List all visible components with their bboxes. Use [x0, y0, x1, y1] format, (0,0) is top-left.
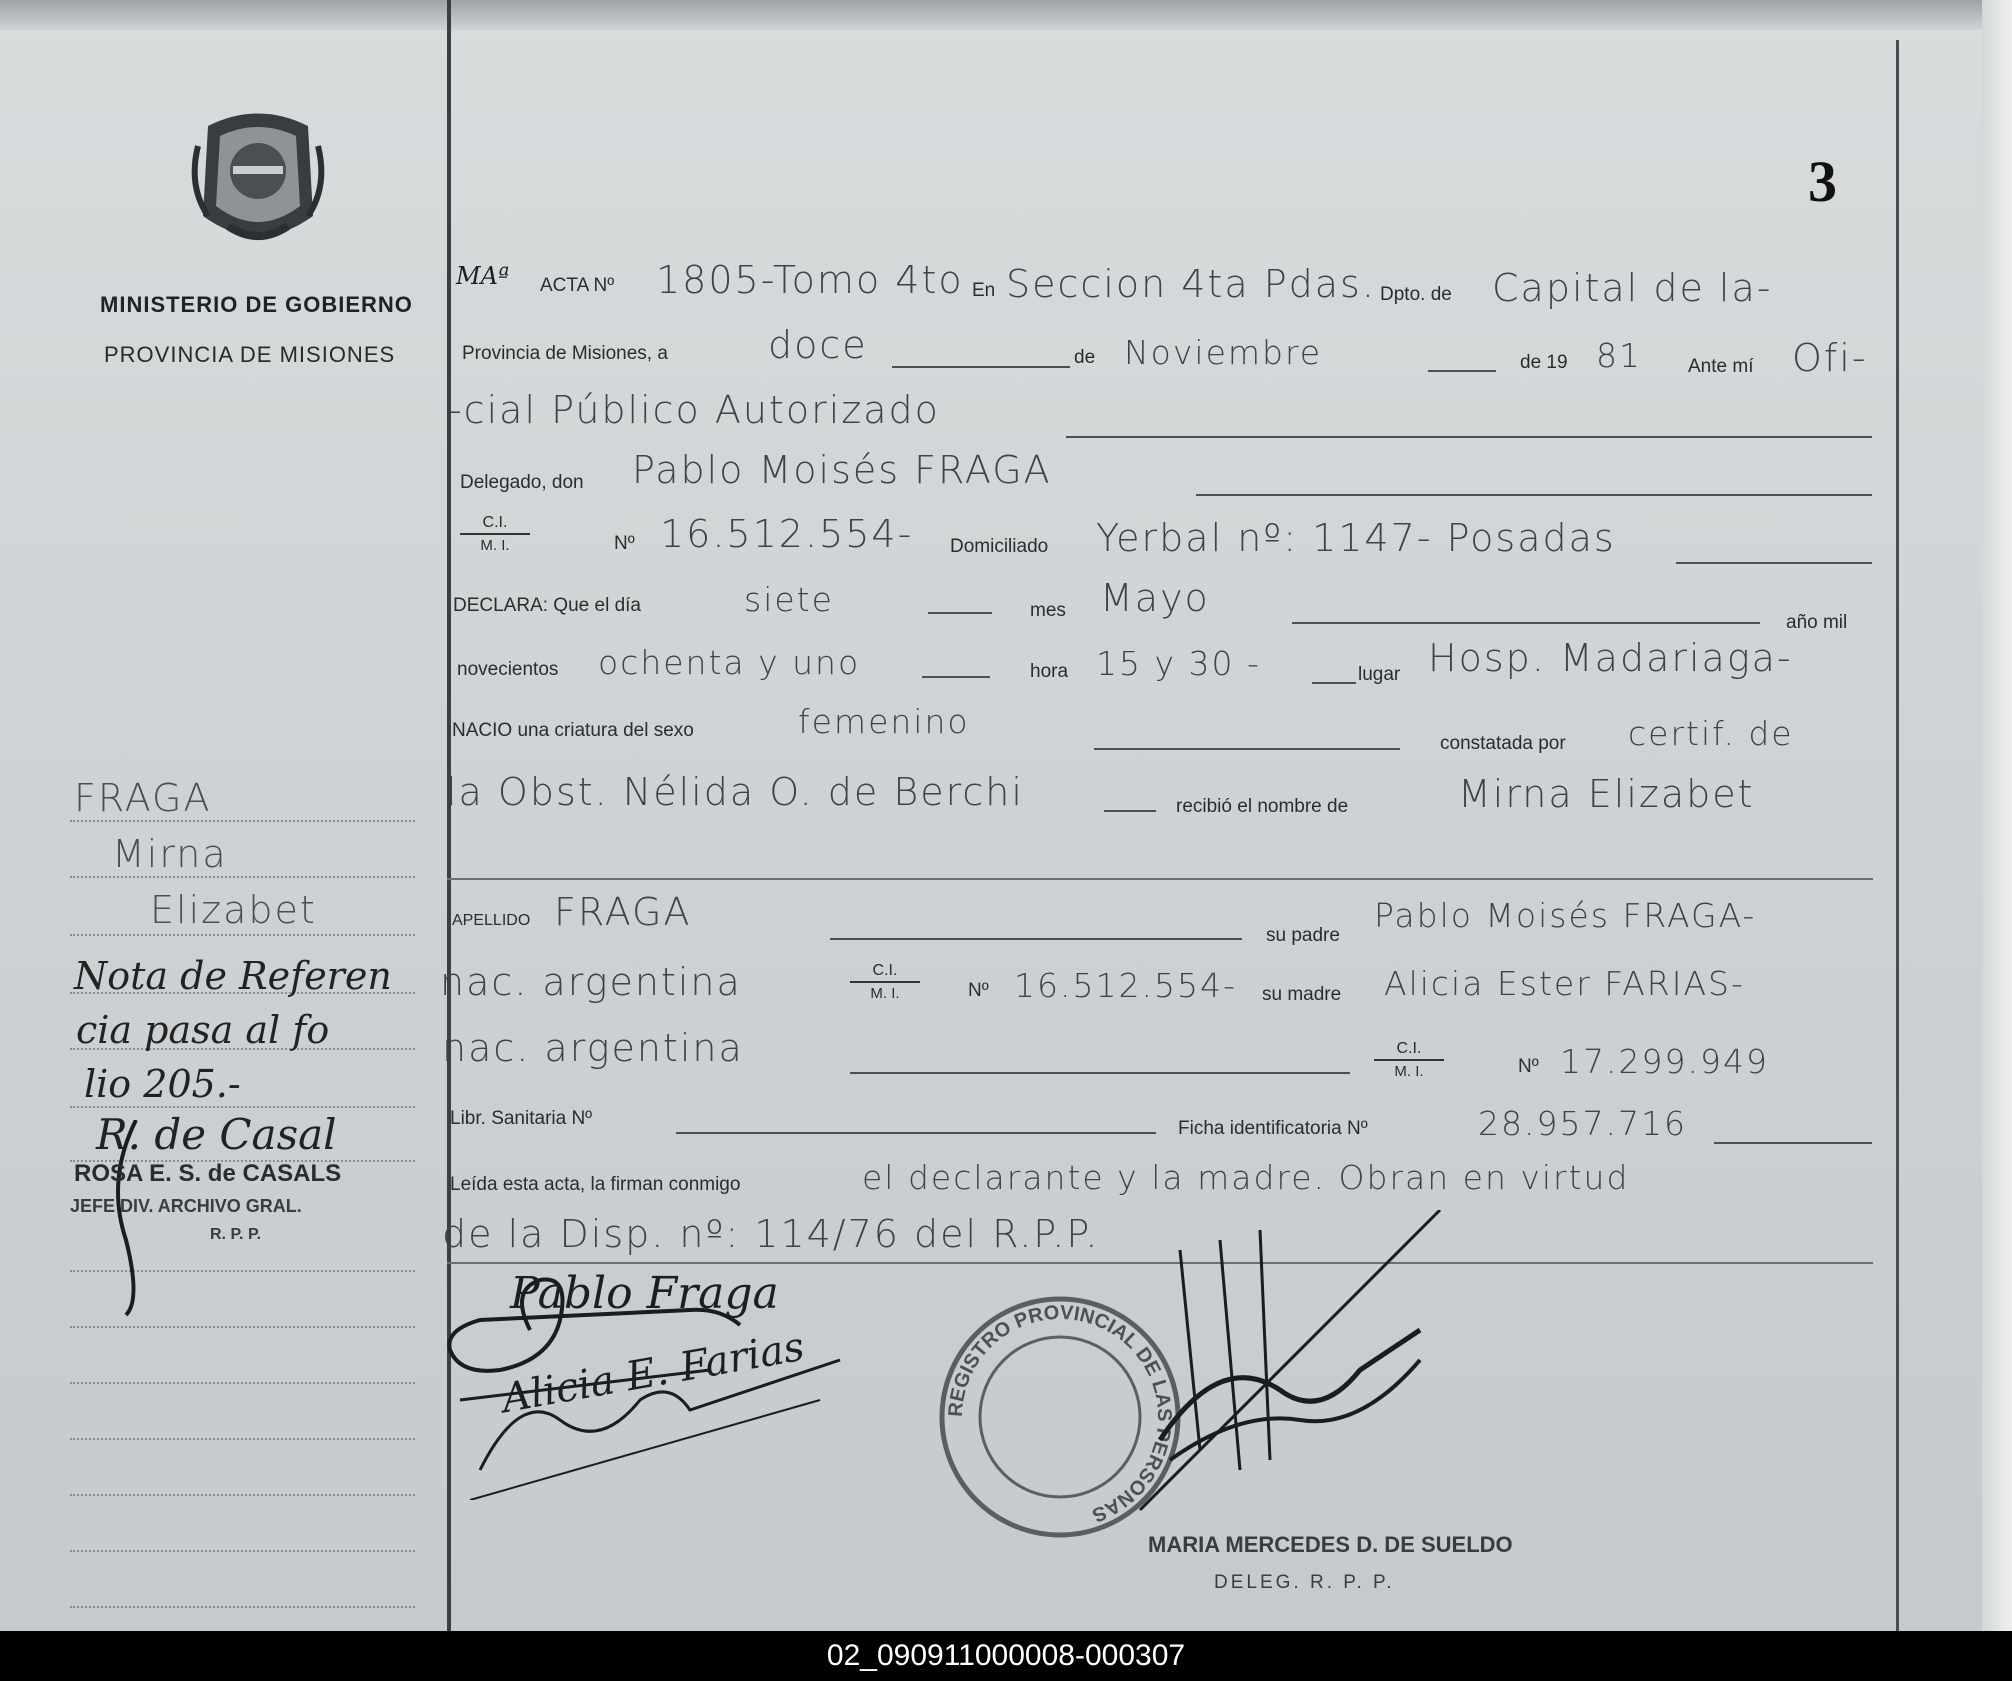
fill-line [1428, 370, 1496, 372]
entry-dia-letras: doce [768, 323, 868, 367]
image-id-caption: 02_090911000008-000307 [0, 1631, 2012, 1681]
declarante-signature-text: Pablo Fraga [510, 1268, 779, 1319]
madre-signature-text: Alicia E. Farias [498, 1323, 808, 1423]
entry-madre-dni: 17.299.949 [1560, 1042, 1769, 1081]
ci-fraction-2: $\frac{C.I.}{M. I.}$ [850, 962, 920, 1002]
page-number: 3 [1808, 149, 1837, 214]
label-no-madre: Nº [1518, 1056, 1539, 1077]
margin-nota-3: lio 205.- [84, 1062, 241, 1106]
margin-stamp-name: ROSA E. S. de CASALS [74, 1160, 342, 1187]
fill-line [1066, 436, 1872, 438]
fill-line [1104, 810, 1156, 812]
ci-fraction-1: $\frac{C.I.}{M. I.}$ [460, 514, 530, 554]
margin-nota-1: Nota de Referen [74, 954, 392, 998]
label-su-padre: su padre [1266, 925, 1340, 946]
fill-line [676, 1132, 1156, 1134]
margin-line [70, 1606, 415, 1608]
label-recibio: recibió el nombre de [1176, 796, 1349, 817]
svg-text:REGISTRO PROVINCIAL DE LAS PER: REGISTRO PROVINCIAL DE LAS PERSONAS [944, 1301, 1176, 1527]
entry-ano: 81 [1596, 336, 1642, 375]
fill-line [1292, 622, 1760, 624]
entry-sexo: femenino [798, 702, 970, 741]
official-signature-icon [1120, 1210, 1450, 1540]
entry-hora: 15 y 30 - [1096, 644, 1261, 683]
entry-mes-nac: Mayo [1100, 576, 1210, 620]
fill-line [1196, 494, 1872, 496]
entry-padre: Pablo Moisés FRAGA- [1374, 896, 1757, 935]
fill-line [830, 938, 1242, 940]
label-delegado: Delegado, don [460, 472, 584, 493]
margin-apellido: FRAGA [74, 776, 212, 820]
margin-firma: R. de Casal [96, 1110, 337, 1159]
page-right-edge [1982, 0, 2012, 1631]
margin-line [70, 934, 415, 936]
entry-padre-nac: nac. argentina [440, 960, 742, 1004]
label-de: de [1074, 347, 1096, 368]
margin-nota-2: cia pasa al fo [76, 1008, 330, 1052]
label-nacio: NACIO una criatura del sexo [452, 720, 694, 741]
entry-ficha: 28.957.716 [1478, 1104, 1687, 1143]
entry-oficial-2: -cial Público Autorizado [448, 388, 940, 432]
right-margin-rule [1896, 40, 1899, 1631]
entry-delegado: Pablo Moisés FRAGA [632, 448, 1052, 492]
margin-line [70, 1550, 415, 1552]
margin-line [70, 1326, 415, 1328]
entry-nombre: Mirna Elizabet [1458, 772, 1755, 816]
label-dpto: Dpto. de [1380, 284, 1452, 305]
margin-line [70, 1494, 415, 1496]
entry-apellido: FRAGA [554, 890, 692, 934]
label-ante-mi: Ante mí [1688, 356, 1754, 377]
ministry-title: MINISTERIO DE GOBIERNO [100, 292, 413, 317]
label-declara: DECLARA: Que el día [453, 595, 641, 616]
province-title: PROVINCIA DE MISIONES [104, 342, 396, 367]
label-lugar: lugar [1358, 664, 1401, 685]
entry-padre-dni: 16.512.554- [1014, 966, 1237, 1005]
label-su-madre: su madre [1262, 984, 1342, 1005]
entry-mes-acta: Noviembre [1124, 333, 1323, 372]
entry-dia-nac: siete [744, 580, 834, 619]
label-leida: Leída esta acta, la firman conmigo [450, 1174, 741, 1195]
fill-line [1676, 562, 1872, 564]
margin-line [70, 1382, 415, 1384]
label-ficha: Ficha identificatoria Nº [1178, 1118, 1368, 1139]
entry-madre-nac: nac. argentina [442, 1026, 744, 1070]
margin-signature-stroke-icon [96, 1120, 156, 1320]
entry-firman-1: el declarante y la madre. Obran en virtud [862, 1158, 1630, 1197]
fill-line [1094, 748, 1400, 750]
entry-constatada-1: certif. de [1628, 714, 1794, 753]
label-novecientos: novecientos [457, 659, 559, 680]
entry-delegado-dni: 16.512.554- [660, 512, 914, 556]
entry-madre: Alicia Ester FARIAS- [1384, 964, 1745, 1003]
fill-line [892, 366, 1070, 368]
entry-oficial-1: Ofi- [1792, 336, 1868, 380]
entry-ano-nac: ochenta y uno [598, 643, 861, 682]
fill-line [922, 676, 990, 678]
province-crest-icon [188, 106, 328, 256]
official-name: MARIA MERCEDES D. DE SUELDO [1148, 1532, 1513, 1557]
label-provincia-a: Provincia de Misiones, a [462, 343, 668, 364]
fill-line [1312, 682, 1356, 684]
margin-stamp-org: R. P. P. [210, 1226, 261, 1243]
label-de-19: de 19 [1520, 352, 1568, 373]
official-role: DELEG. R. P. P. [1214, 1572, 1395, 1593]
label-no: Nº [614, 533, 635, 554]
label-acta: ACTA Nº [540, 275, 615, 296]
margin-nombre-1: Mirna [112, 832, 228, 876]
margin-line [70, 1106, 415, 1108]
entry-constatada-2: la Obst. Nélida O. de Berchi [446, 770, 1024, 814]
label-constatada: constatada por [1440, 733, 1566, 754]
label-en: En [972, 280, 996, 301]
entry-firman-2: de la Disp. nº: 114/76 del R.P.P. [442, 1212, 1100, 1256]
label-no-padre: Nº [968, 980, 989, 1001]
entry-lugar: Hosp. Madariaga- [1428, 636, 1793, 680]
label-apellido: APELLIDO [452, 912, 531, 929]
label-domiciliado: Domiciliado [950, 536, 1049, 557]
section-divider [447, 878, 1873, 880]
margin-line [70, 820, 415, 822]
entry-dpto: Capital de la- [1492, 266, 1773, 310]
entry-domicilio: Yerbal nº: 1147- Posadas [1096, 516, 1616, 560]
label-mes: mes [1030, 600, 1066, 621]
ci-fraction-3: $\frac{C.I.}{M. I.}$ [1374, 1040, 1444, 1080]
fill-line [1714, 1142, 1872, 1144]
margin-line [70, 1438, 415, 1440]
prefix-mark: MAª [456, 262, 510, 290]
label-hora: hora [1030, 661, 1069, 682]
label-libr-sanitaria: Libr. Sanitaria Nº [450, 1108, 593, 1129]
label-ano-mil: año mil [1786, 612, 1848, 633]
margin-line [70, 876, 415, 878]
entry-seccion: Seccion 4ta Pdas. [1006, 262, 1376, 306]
margin-nombre-2: Elizabet [150, 888, 317, 932]
entry-acta-no: 1805-Tomo 4to [656, 258, 964, 302]
margin-stamp-role: JEFE DIV. ARCHIVO GRAL. [70, 1196, 302, 1216]
fill-line [850, 1072, 1350, 1074]
fill-line [928, 612, 992, 614]
